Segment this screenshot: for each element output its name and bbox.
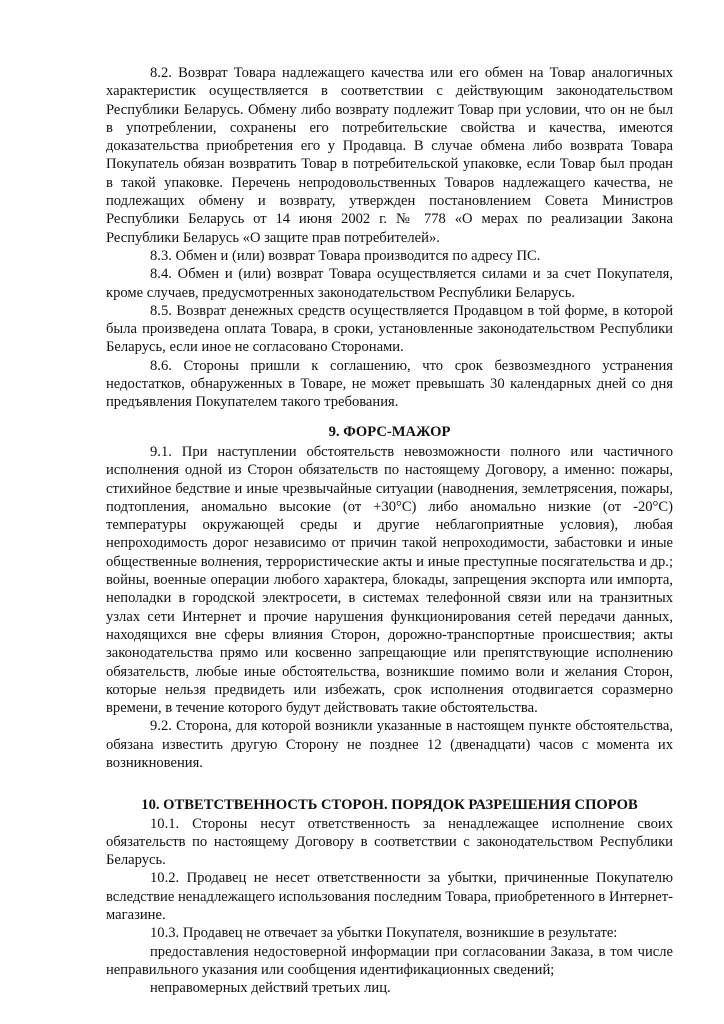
clause-10-3-item-2: неправомерных действий третьих лиц. xyxy=(150,980,391,997)
clause-10-1: 10.1. Стороны несут ответственность за ненадлежащее исполнение своих обязательств по настоящему Договору в соответствии с законодательством Республики Беларусь. xyxy=(106,815,673,869)
clause-8-5: 8.5. Возврат денежных средств осуществляется Продавцом в той форме, в которой была произведена оплата Товара, в сроки, установленные законодательством Республики Беларусь, если иное не согласовано Сторонами. xyxy=(106,302,673,356)
clause-10-2: 10.2. Продавец не несет ответственности за убытки, причиненные Покупателю вследствие ненадлежащего использования последним Товара, приобретенного в Интернет-магазине. xyxy=(106,870,673,924)
clause-8-4: 8.4. Обмен и (или) возврат Товара осуществляется силами и за счет Покупателя, кроме случаев, предусмотренных законодательством Республики Беларусь. xyxy=(106,266,673,301)
clause-9-2: 9.2. Сторона, для которой возникли указанные в настоящем пункте обстоятельства, обязана известить другую Сторону не позднее 12 (двенадцати) часов с момента их возникновения. xyxy=(106,718,673,771)
document-page xyxy=(106,64,673,998)
clause-10-3-item-1: предоставления недостоверной информации при согласовании Заказа, в том числе неправильного указания или сообщения идентификационных сведений; xyxy=(106,943,673,978)
spacer xyxy=(106,772,673,796)
clause-8-3: 8.3. Обмен и (или) возврат Товара производится по адресу ПС. xyxy=(150,247,541,264)
clause-8-2: 8.2. Возврат Товара надлежащего качества или его обмен на Товар аналогичных характеристик осуществляется в соответствии с действующим законодательством Республики Беларусь. Обмену либо возврату подлежит Товар при условии, что он не был в употреблении, сохранены его потребительские свойства и качества, имеются доказательства приобретения его у Продавца. В случае обмена либо возврата Товара Покупатель обязан возвратить Товар в потребительской упаковке, если Товар был продан в такой упаковке. Перечень непродовольственных Товаров надлежащего качества, не подлежащих обмену и возврату, утвержден постановлением Совета Министров Республики Беларусь от 14 июня 2002 г. № 778 «О мерах по реализации Закона Республики Беларусь «О защите прав потребителей». xyxy=(106,65,673,246)
section-10-heading: 10. ОТВЕТСТВЕННОСТЬ СТОРОН. ПОРЯДОК РАЗРЕШЕНИЯ СПОРОВ xyxy=(141,797,638,814)
clause-9-1: 9.1. При наступлении обстоятельств невозможности полного или частичного исполнения одной из Сторон обязательств по настоящему Договору, а именно: пожары, стихийное бедствие и иные чрезвычайные ситуации (наводнения, землетрясения, пожары, подтопления, аномально высокие (от +30°C) либо аномально низкие (от -20°C) температуры окружающей среды и другие неблагоприятные условия), любая непроходимость дорог независимо от причин такой непроходимости, забастовки и иные общественные волнения, террористические акты и иные преступные посягательства и др.; войны, военные операции любого характера, блокады, запрещения экспорта или импорта, неполадки в городской электросети, в системах телефонной связи или на транзитных узлах сети Интернет и прочие нарушения функционирования сетей передачи данных, находящихся вне сферы влияния Сторон, дорожно-транспортные происшествия; акты законодательства прямо или косвенно запрещающие или препятствующие исполнению обязательств, любые иные обстоятельства, возникшие помимо воли и желания Сторон, которые нельзя предвидеть или избежать, срок исполнения отодвигается соразмерно времени, в течение которого будут действовать такие обстоятельства. xyxy=(106,443,673,717)
section-9-heading: 9. ФОРС-МАЖОР xyxy=(328,423,451,440)
spacer xyxy=(106,412,673,423)
clause-8-6: 8.6. Стороны пришли к соглашению, что срок безвозмездного устранения недостатков, обнаруженных в Товаре, не может превышать 30 календарных дней со дня предъявления Покупателем такого требования. xyxy=(106,357,673,411)
clause-10-3: 10.3. Продавец не отвечает за убытки Покупателя, возникшие в результате: xyxy=(150,925,618,942)
